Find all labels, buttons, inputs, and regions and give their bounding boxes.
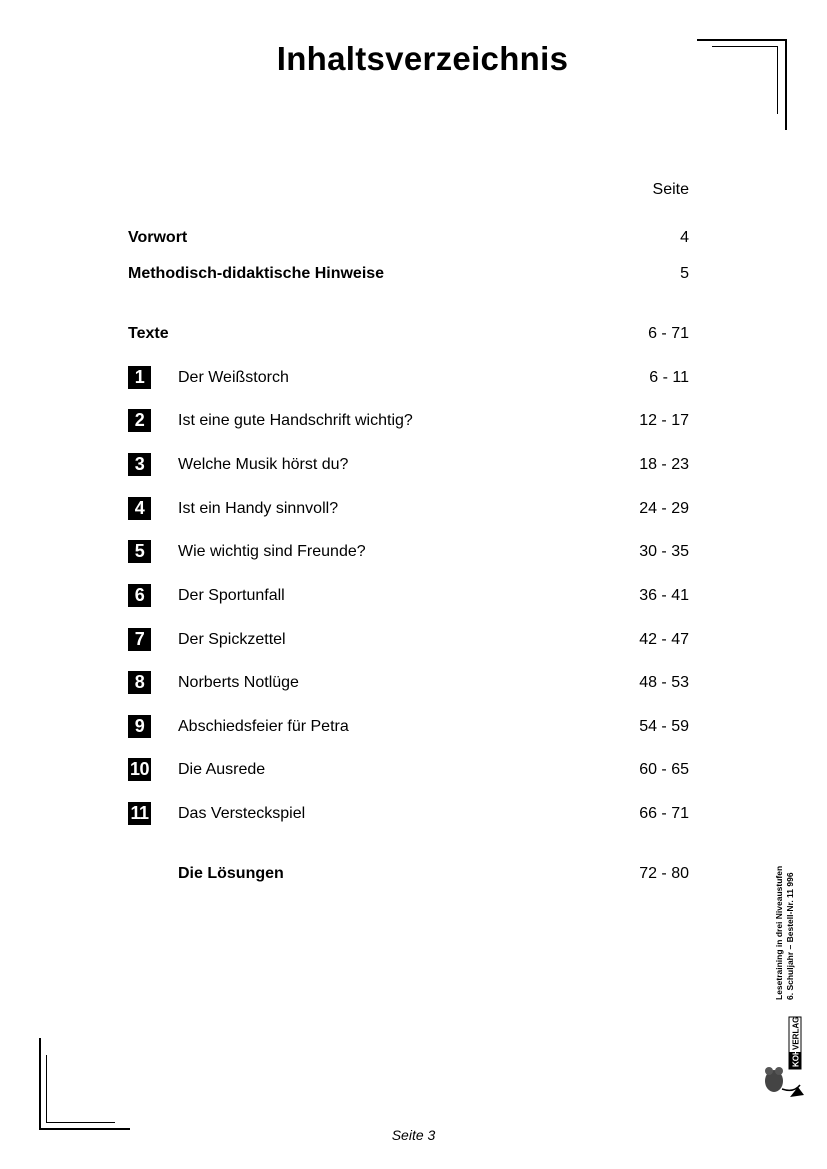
corner-decoration (785, 39, 787, 130)
corner-decoration (39, 1038, 41, 1130)
toc-pages: 48 - 53 (639, 674, 689, 691)
entry-number-badge: 3 (128, 453, 151, 476)
toc-label: Die Lösungen (178, 865, 284, 882)
toc-entry (128, 453, 689, 477)
toc-pages: 66 - 71 (639, 805, 689, 822)
toc-entry (128, 366, 689, 390)
corner-decoration (46, 1055, 47, 1123)
toc-entry (128, 802, 689, 826)
entry-number-badge: 7 (128, 628, 151, 651)
toc-pages: 24 - 29 (639, 500, 689, 517)
toc-label: Die Ausrede (178, 761, 266, 778)
entry-number-badge: 1 (128, 366, 151, 389)
series-title: Lesetraining in drei Niveaustufen (774, 865, 784, 1000)
toc-pages: 5 (680, 265, 689, 282)
corner-decoration (46, 1122, 115, 1123)
toc-label: Ist eine gute Handschrift wichtig? (178, 412, 413, 429)
toc-pages: 30 - 35 (639, 543, 689, 560)
toc-row-loesungen (128, 862, 689, 886)
entry-number-badge: 2 (128, 409, 151, 432)
entry-number-badge: 8 (128, 671, 151, 694)
toc-pages: 12 - 17 (639, 412, 689, 429)
entry-number-badge: 4 (128, 497, 151, 520)
toc-pages: 6 - 11 (649, 369, 689, 386)
toc-pages: 54 - 59 (639, 718, 689, 735)
entry-number-badge: 5 (128, 540, 151, 563)
toc-entry (128, 497, 689, 521)
toc-entry (128, 540, 689, 564)
column-header-seite: Seite (652, 181, 689, 198)
corner-decoration (697, 39, 787, 41)
toc-row-texte (128, 322, 689, 346)
toc-label: Welche Musik hörst du? (178, 456, 349, 473)
toc-label: Wie wichtig sind Freunde? (178, 543, 366, 560)
toc-pages: 60 - 65 (639, 761, 689, 778)
entry-number-badge: 11 (128, 802, 151, 825)
toc-pages: 4 (680, 229, 689, 246)
page-number-footer: Seite 3 (391, 1127, 436, 1143)
toc-entry (128, 671, 689, 695)
series-info (774, 800, 802, 1000)
toc-pages: 36 - 41 (639, 587, 689, 604)
toc-label: Methodisch-didaktische Hinweise (128, 265, 385, 282)
toc-label: Das Versteckspiel (178, 805, 306, 822)
mouse-icon (765, 1067, 804, 1097)
publisher-logo (760, 1005, 804, 1097)
toc-entry (128, 758, 689, 782)
toc-label: Der Sportunfall (178, 587, 285, 604)
toc-pages: 42 - 47 (639, 631, 689, 648)
toc-label: Norberts Notlüge (178, 674, 299, 691)
toc-label: Ist ein Handy sinnvoll? (178, 500, 339, 517)
publisher-name-suffix: VERLAG (791, 1016, 801, 1050)
toc-entry (128, 628, 689, 652)
toc-row-hinweise (128, 262, 689, 286)
entry-number-badge: 6 (128, 584, 151, 607)
page-title: Inhaltsverzeichnis (276, 40, 569, 77)
toc-entry (128, 584, 689, 608)
toc-entry (128, 715, 689, 739)
toc-label: Der Spickzettel (178, 631, 286, 648)
publisher-name: KOHL (791, 1044, 801, 1067)
entry-number-badge: 10 (129, 759, 150, 779)
toc-entry (128, 409, 689, 433)
toc-pages: 6 - 71 (648, 325, 689, 342)
corner-decoration (777, 46, 778, 114)
toc-row-vorwort (128, 226, 689, 250)
entry-number-badge: 9 (128, 715, 151, 738)
toc-section-label: Texte (128, 325, 169, 342)
series-order-number: 6. Schuljahr – Bestell-Nr. 11 996 (785, 872, 795, 1000)
toc-label: Vorwort (128, 229, 188, 246)
toc-pages: 72 - 80 (639, 865, 689, 882)
toc-label: Der Weißstorch (178, 369, 289, 386)
corner-decoration (712, 46, 777, 47)
toc-pages: 18 - 23 (639, 456, 689, 473)
toc-label: Abschiedsfeier für Petra (178, 718, 349, 735)
